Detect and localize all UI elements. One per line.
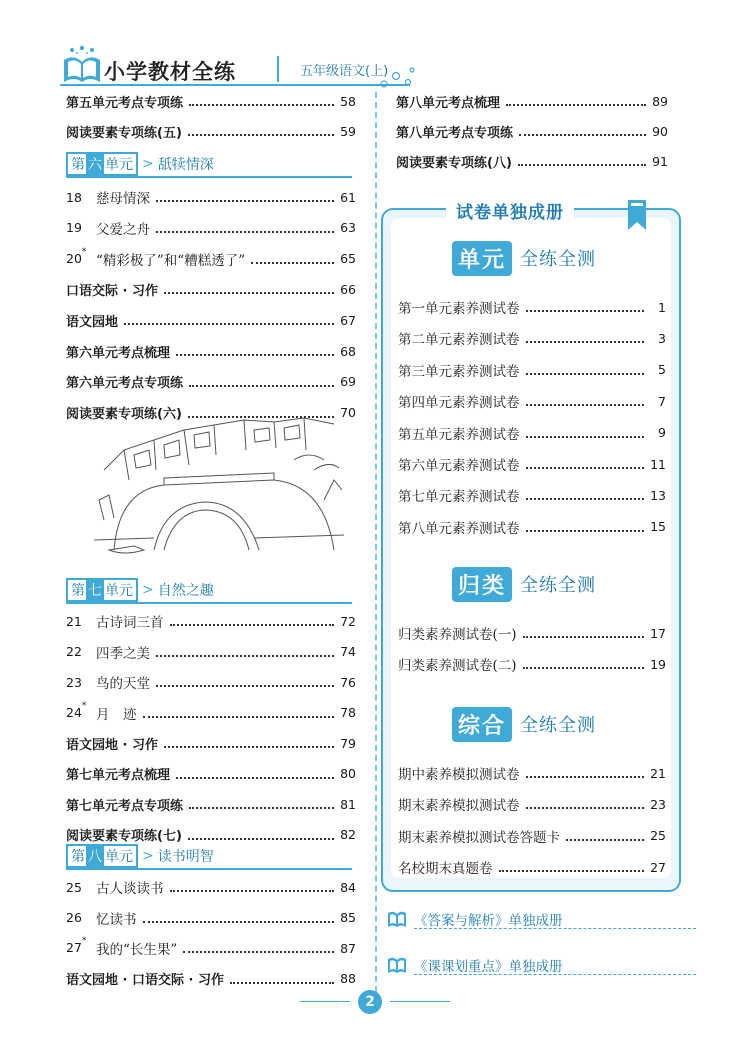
toc-title: 第八单元素养测试卷 xyxy=(398,520,520,537)
toc-row[interactable] xyxy=(398,327,666,349)
section-subtitle: 全练全测 xyxy=(520,575,597,596)
dot-leader xyxy=(526,467,645,469)
dashed-arrow xyxy=(414,974,696,975)
dot-leader xyxy=(143,921,335,923)
lesson-number: 20 xyxy=(66,251,82,267)
toc-row[interactable] xyxy=(66,793,356,815)
lesson-number: 24 xyxy=(66,705,82,721)
toc-row[interactable] xyxy=(398,856,666,878)
page-ref: 59 xyxy=(340,123,356,139)
page-ref: 81 xyxy=(340,796,356,812)
page-ref: 9 xyxy=(658,425,666,441)
toc-title: 第八单元考点梳理 xyxy=(396,95,501,111)
page-ref: 74 xyxy=(340,644,356,659)
toc-row[interactable] xyxy=(398,793,666,815)
section-subtitle: 全练全测 xyxy=(520,249,597,270)
page-ref: 7 xyxy=(658,393,666,409)
toc-row[interactable] xyxy=(66,248,356,270)
section-badge: 归类 xyxy=(452,567,512,602)
separate-volume-link[interactable] xyxy=(386,906,563,932)
toc-title: 语文园地 xyxy=(66,314,119,330)
toc-title: 第五单元素养测试卷 xyxy=(398,426,520,443)
toc-title: 鸟的天堂 xyxy=(96,676,150,692)
toc-title: 古人谈读书 xyxy=(96,881,164,897)
dot-leader xyxy=(164,746,334,748)
toc-row[interactable] xyxy=(66,278,356,300)
unit-heading xyxy=(66,576,214,604)
toc-title: 慈母情深 xyxy=(96,191,150,207)
lesson-number: 23 xyxy=(66,674,82,690)
dot-leader xyxy=(188,838,334,840)
dot-leader xyxy=(230,982,334,984)
page-ref: 76 xyxy=(340,674,356,690)
toc-title: 忆读书 xyxy=(96,911,137,928)
dot-leader xyxy=(526,341,645,343)
lesson-number: 21 xyxy=(66,613,82,629)
link-text: 《答案与解析》单独成册 xyxy=(414,913,563,929)
unit-underline xyxy=(66,176,352,178)
dot-leader xyxy=(189,807,334,809)
unit-badge-prefix: 第 xyxy=(71,583,85,599)
unit-badge xyxy=(66,844,138,868)
toc-title: 第三单元素养测试卷 xyxy=(398,363,520,380)
toc-row[interactable] xyxy=(66,371,356,393)
optional-star: * xyxy=(81,700,87,711)
toc-title: 第六单元考点梳理 xyxy=(66,345,171,361)
toc-title: 口语交际 · 习作 xyxy=(66,283,158,299)
toc-row[interactable] xyxy=(66,671,356,693)
unit-underline xyxy=(66,868,352,870)
dot-leader xyxy=(506,104,646,106)
toc-row[interactable] xyxy=(66,937,356,959)
footer-line-left xyxy=(300,1001,350,1002)
brand-separator xyxy=(277,56,279,82)
toc-title: 第一单元素养测试卷 xyxy=(398,301,520,317)
optional-star: * xyxy=(81,247,87,258)
toc-row[interactable] xyxy=(398,484,666,506)
page-ref: 68 xyxy=(340,343,356,359)
lesson-number: 26 xyxy=(66,910,82,925)
page-ref: 88 xyxy=(340,971,356,986)
page-ref: 82 xyxy=(340,827,356,842)
toc-title: 第七单元考点梳理 xyxy=(66,768,171,783)
grade-label: 五年级语文(上) xyxy=(300,64,389,79)
page-ref: 66 xyxy=(340,281,356,297)
toc-row[interactable] xyxy=(396,120,668,142)
page-ref: 13 xyxy=(650,487,666,503)
page-ref: 58 xyxy=(340,93,356,109)
dot-leader xyxy=(189,385,334,387)
dot-leader xyxy=(143,716,335,718)
toc-title: 名校期末真题卷 xyxy=(398,861,493,878)
dot-leader xyxy=(156,655,334,657)
optional-star: * xyxy=(81,936,87,947)
toc-title: 语文园地 · 习作 xyxy=(66,737,158,753)
toc-row[interactable] xyxy=(66,217,356,239)
toc-title: 四季之美 xyxy=(96,645,150,662)
page-ref: 72 xyxy=(340,613,356,629)
page-ref: 91 xyxy=(652,153,668,169)
dot-leader xyxy=(526,436,645,438)
toc-row[interactable] xyxy=(66,90,356,112)
toc-row[interactable] xyxy=(66,309,356,331)
dashed-arrow xyxy=(414,928,696,929)
unit-number: 八 xyxy=(86,846,104,866)
page-ref: 69 xyxy=(340,374,356,390)
book-icon xyxy=(386,908,408,930)
toc-row[interactable] xyxy=(398,422,666,444)
dot-leader xyxy=(526,498,645,500)
lesson-number: 18 xyxy=(66,189,82,205)
unit-title: 舐犊情深 xyxy=(157,157,214,173)
toc-title: 期中素养模拟测试卷 xyxy=(398,767,520,783)
toc-row[interactable] xyxy=(66,876,356,898)
link-text: 《课课划重点》单独成册 xyxy=(414,959,563,975)
unit-number: 七 xyxy=(86,580,104,600)
toc-title: 第七单元素养测试卷 xyxy=(398,489,520,506)
page-ref: 84 xyxy=(340,879,356,895)
toc-title: 我的“长生果” xyxy=(96,942,178,958)
page-ref: 21 xyxy=(650,765,666,781)
unit-title: 读书明智 xyxy=(157,849,214,865)
dot-leader xyxy=(156,200,334,202)
toc-row[interactable] xyxy=(398,622,666,644)
lesson-number-wrap xyxy=(66,700,96,721)
dot-leader xyxy=(189,104,334,106)
toc-title: 归类素养测试卷(二) xyxy=(398,658,517,675)
header-rule xyxy=(60,84,410,86)
toc-title: 阅读要素专项练(七) xyxy=(66,829,182,844)
dot-leader xyxy=(526,310,645,312)
page-ref: 89 xyxy=(652,93,668,109)
toc-title: 第七单元考点专项练 xyxy=(66,798,184,814)
toc-title: 第四单元素养测试卷 xyxy=(398,395,520,412)
dot-leader xyxy=(526,530,645,532)
page-ref: 85 xyxy=(340,910,356,925)
dot-leader xyxy=(188,134,334,136)
section-heading xyxy=(452,706,596,742)
toc-row[interactable] xyxy=(398,825,666,847)
page-ref: 3 xyxy=(658,330,666,346)
chevron-right-icon: > xyxy=(142,582,154,598)
toc-title: 月 迹 xyxy=(96,706,137,723)
section-subtitle: 全练全测 xyxy=(520,715,597,736)
lesson-number: 25 xyxy=(66,879,82,895)
unit-badge xyxy=(66,578,138,602)
chevron-right-icon: > xyxy=(142,848,154,864)
dot-leader xyxy=(251,262,334,264)
toc-title: 阅读要素专项练(八) xyxy=(396,155,512,171)
toc-title: 第五单元考点专项练 xyxy=(66,95,184,111)
book-icon xyxy=(386,954,408,976)
page-ref: 15 xyxy=(650,519,666,535)
toc-row[interactable] xyxy=(396,90,668,112)
dot-leader xyxy=(170,890,335,892)
dot-leader xyxy=(164,292,334,294)
page-ref: 61 xyxy=(340,189,356,205)
toc-title: 第六单元素养测试卷 xyxy=(398,458,520,474)
toc-title: 阅读要素专项练(五) xyxy=(66,125,182,141)
toc-title: 第二单元素养测试卷 xyxy=(398,332,520,349)
toc-row[interactable] xyxy=(66,402,356,424)
dot-leader xyxy=(176,777,334,779)
page-ref: 79 xyxy=(340,735,356,751)
page-ref: 17 xyxy=(650,625,666,641)
toc-row[interactable] xyxy=(398,762,666,784)
section-heading xyxy=(452,566,596,602)
page-ref: 19 xyxy=(650,656,666,672)
toc-row[interactable] xyxy=(398,359,666,381)
toc-row[interactable] xyxy=(66,907,356,929)
toc-title: 古诗词三首 xyxy=(96,615,164,631)
page-ref: 65 xyxy=(340,251,356,267)
page-ref: 23 xyxy=(650,796,666,812)
page-header xyxy=(60,44,700,94)
bubbles-icon xyxy=(378,64,418,88)
dot-leader xyxy=(526,776,645,778)
dot-leader xyxy=(519,134,646,136)
dot-leader xyxy=(526,807,645,809)
toc-row[interactable] xyxy=(66,641,356,663)
dot-leader xyxy=(183,951,334,953)
page-ref: 25 xyxy=(650,828,666,844)
unit-heading xyxy=(66,842,214,870)
toc-title: 期末素养模拟测试卷答题卡 xyxy=(398,829,560,846)
unit-heading xyxy=(66,150,214,178)
toc-row[interactable] xyxy=(398,390,666,412)
panel-title: 试卷单独成册 xyxy=(446,198,574,223)
unit-badge-suffix: 单元 xyxy=(105,157,133,173)
unit-number: 六 xyxy=(86,154,104,174)
open-book-icon xyxy=(60,44,104,88)
toc-row[interactable] xyxy=(398,653,666,675)
bookmark-icon xyxy=(628,200,646,230)
toc-title: 归类素养测试卷(一) xyxy=(398,627,517,643)
separate-volume-link[interactable] xyxy=(386,952,563,978)
page-ref: 27 xyxy=(650,859,666,875)
toc-row[interactable] xyxy=(66,120,356,142)
page-ref: 87 xyxy=(340,940,356,956)
page-ref: 67 xyxy=(340,312,356,328)
dot-leader xyxy=(188,416,334,418)
page-ref: 11 xyxy=(650,456,666,472)
page-ref: 80 xyxy=(340,766,356,781)
dot-leader xyxy=(526,404,645,406)
toc-row[interactable] xyxy=(66,968,356,990)
lesson-number: 27 xyxy=(66,940,82,956)
toc-title: 父爱之舟 xyxy=(96,221,150,238)
unit-title: 自然之趣 xyxy=(157,583,214,599)
toc-row[interactable] xyxy=(66,702,356,724)
stone-bridge-illustration xyxy=(94,410,344,560)
page-ref: 5 xyxy=(658,362,666,378)
page-number: 2 xyxy=(358,990,382,1014)
toc-title: 期末素养模拟测试卷 xyxy=(398,798,520,815)
unit-badge-suffix: 单元 xyxy=(105,849,133,865)
brand-title: 小学教材全练 xyxy=(104,60,236,84)
dot-leader xyxy=(156,685,334,687)
lesson-number-wrap xyxy=(66,247,96,267)
dot-leader xyxy=(499,870,645,872)
dot-leader xyxy=(566,839,644,841)
chevron-right-icon: > xyxy=(142,156,154,172)
lesson-number-wrap xyxy=(66,936,96,956)
section-badge: 单元 xyxy=(452,241,512,276)
unit-badge-suffix: 单元 xyxy=(105,583,133,599)
toc-title: 第六单元考点专项练 xyxy=(66,376,184,392)
dot-leader xyxy=(156,231,334,233)
lesson-number: 19 xyxy=(66,220,82,236)
page-ref: 78 xyxy=(340,705,356,720)
toc-row[interactable] xyxy=(398,296,666,318)
unit-badge-prefix: 第 xyxy=(71,157,85,173)
section-heading xyxy=(452,240,596,276)
dot-leader xyxy=(526,373,645,375)
section-badge: 综合 xyxy=(452,707,512,742)
toc-row[interactable] xyxy=(398,453,666,475)
dot-leader xyxy=(170,624,335,626)
toc-row[interactable] xyxy=(66,340,356,362)
toc-title: 第八单元考点专项练 xyxy=(396,125,514,141)
toc-row[interactable] xyxy=(66,732,356,754)
toc-title: 阅读要素专项练(六) xyxy=(66,407,182,423)
dot-leader xyxy=(176,354,334,356)
page-ref: 1 xyxy=(658,299,666,315)
dot-leader xyxy=(523,667,644,669)
toc-row[interactable] xyxy=(66,610,356,632)
toc-row[interactable] xyxy=(398,516,666,538)
lesson-number: 22 xyxy=(66,644,82,659)
dot-leader xyxy=(518,164,646,166)
column-divider xyxy=(375,92,377,1002)
page-ref: 90 xyxy=(652,123,668,139)
toc-row[interactable] xyxy=(396,150,668,172)
unit-badge-prefix: 第 xyxy=(71,849,85,865)
toc-row[interactable] xyxy=(66,763,356,785)
toc-title: “精彩极了”和“糟糕透了” xyxy=(96,252,246,269)
unit-underline xyxy=(66,602,352,604)
dot-leader xyxy=(124,323,334,325)
unit-badge xyxy=(66,152,138,176)
dot-leader xyxy=(523,636,644,638)
footer-line-right xyxy=(390,1001,450,1002)
toc-row[interactable] xyxy=(66,186,356,208)
page-ref: 63 xyxy=(340,220,356,236)
toc-title: 语文园地 · 口语交际 · 习作 xyxy=(66,973,224,988)
page-ref: 70 xyxy=(340,405,356,421)
